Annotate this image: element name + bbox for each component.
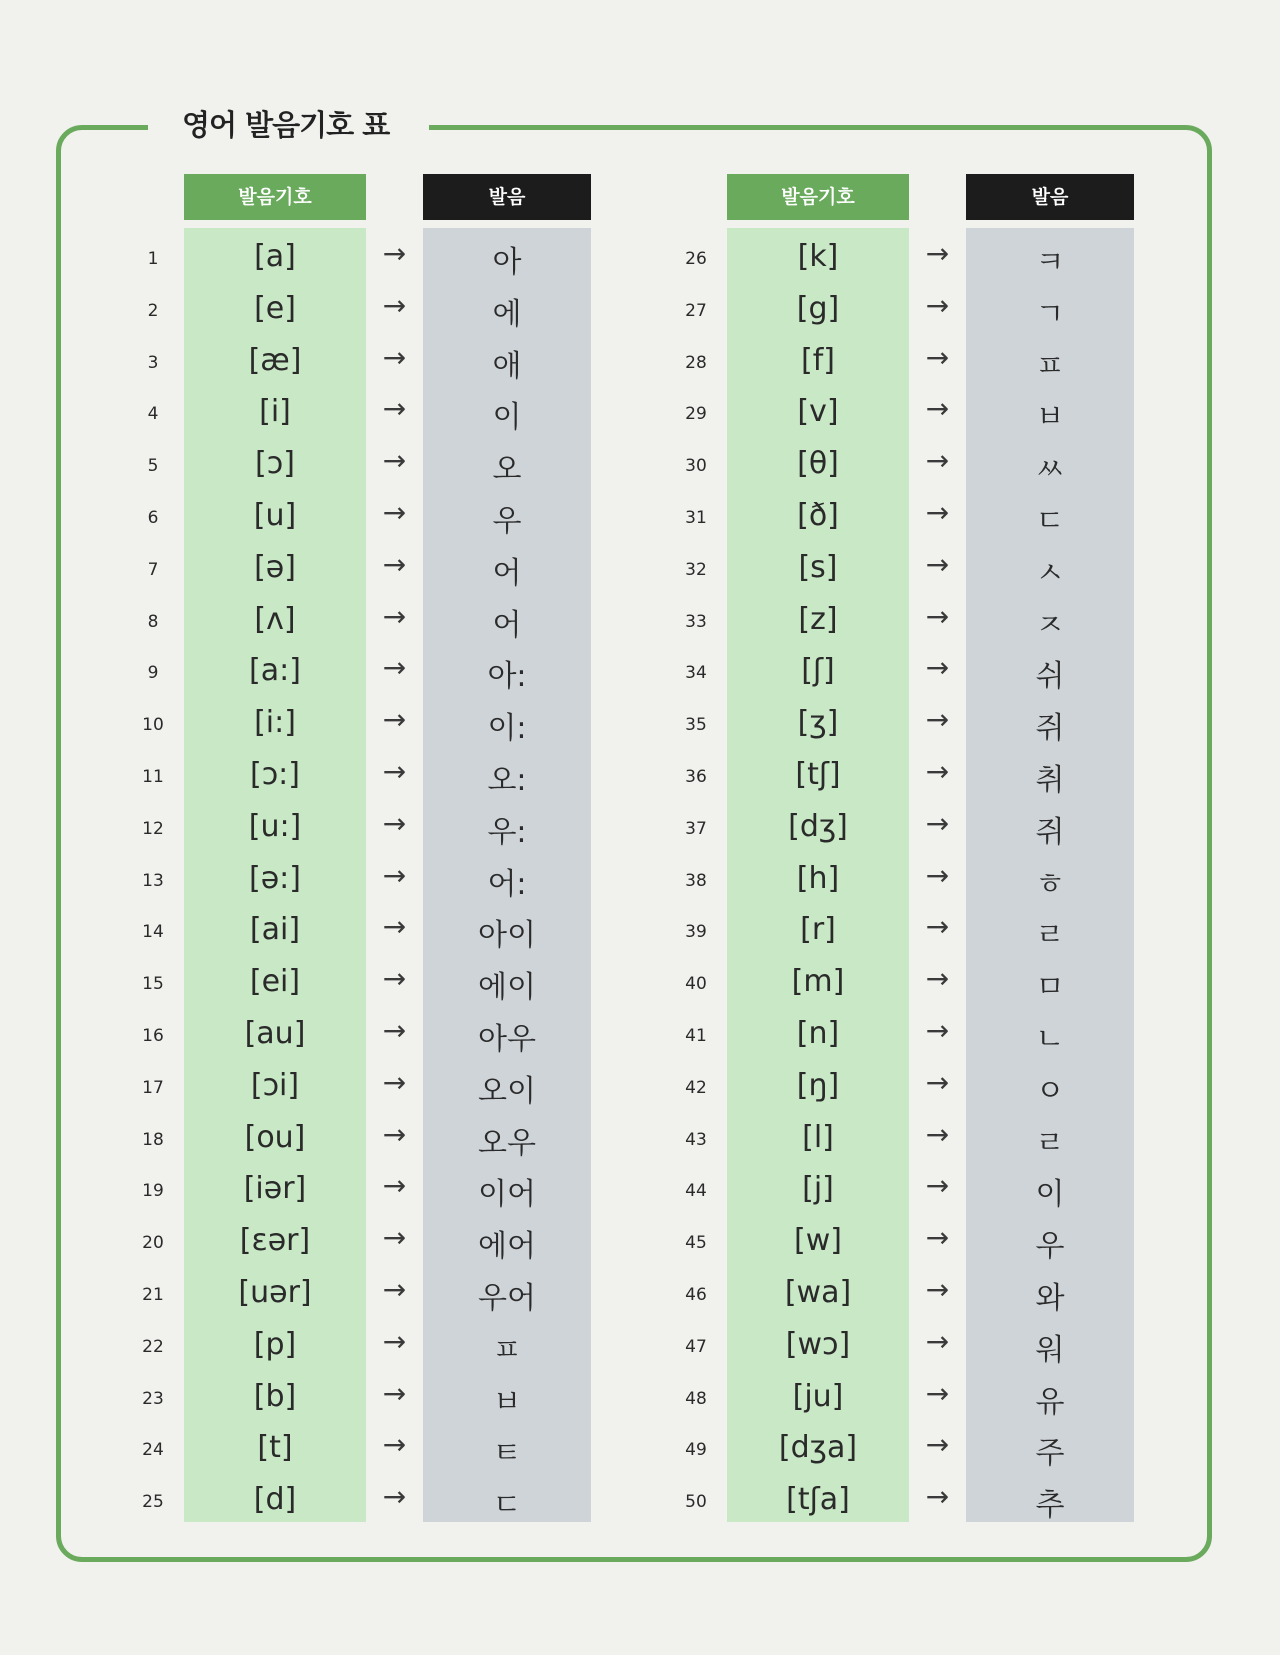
phonetic-symbol: [h] bbox=[796, 860, 840, 896]
table-row bbox=[128, 1163, 598, 1215]
row-number: 28 bbox=[685, 352, 707, 373]
phonetic-symbol: [d] bbox=[253, 1482, 297, 1518]
row-number: 18 bbox=[142, 1129, 164, 1150]
table-row bbox=[128, 749, 598, 801]
korean-pronunciation: 우 bbox=[492, 503, 522, 539]
phonetic-symbol: [ʌ] bbox=[254, 601, 296, 637]
table-row bbox=[128, 335, 598, 387]
phonetic-symbol: [p] bbox=[253, 1326, 297, 1362]
table-row bbox=[128, 956, 598, 1008]
korean-pronunciation: 오우 bbox=[478, 1125, 536, 1161]
table-row bbox=[671, 1060, 1141, 1112]
table-row bbox=[671, 542, 1141, 594]
table-row bbox=[128, 594, 598, 646]
row-number: 47 bbox=[685, 1336, 707, 1357]
korean-pronunciation: ㅂ bbox=[492, 1384, 522, 1420]
table-row bbox=[128, 283, 598, 335]
row-number: 32 bbox=[685, 559, 707, 580]
korean-pronunciation: 취 bbox=[1035, 762, 1065, 798]
row-number: 44 bbox=[685, 1181, 707, 1202]
phonetic-symbol: [j] bbox=[802, 1171, 834, 1207]
table-row bbox=[128, 1112, 598, 1164]
row-number: 19 bbox=[142, 1181, 164, 1202]
korean-pronunciation: 주 bbox=[1035, 1436, 1065, 1472]
table-row bbox=[671, 283, 1141, 335]
table-row bbox=[128, 386, 598, 438]
arrow-icon: → bbox=[925, 1428, 950, 1462]
row-number: 50 bbox=[685, 1492, 707, 1513]
arrow-icon: → bbox=[382, 1117, 407, 1151]
korean-pronunciation: 우 bbox=[1035, 1229, 1065, 1265]
phonetic-symbol: [ɔ:] bbox=[250, 756, 300, 792]
table-row bbox=[671, 1422, 1141, 1474]
arrow-icon: → bbox=[382, 1013, 407, 1047]
table-row bbox=[671, 1319, 1141, 1371]
arrow-icon: → bbox=[382, 910, 407, 944]
row-number: 2 bbox=[147, 300, 159, 321]
arrow-icon: → bbox=[382, 651, 407, 685]
arrow-icon: → bbox=[925, 1169, 950, 1203]
table-row bbox=[671, 1215, 1141, 1267]
row-number: 33 bbox=[685, 611, 707, 632]
row-number: 7 bbox=[147, 559, 159, 580]
header-sound-left: 발음 bbox=[423, 174, 591, 220]
arrow-icon: → bbox=[382, 858, 407, 892]
row-number: 48 bbox=[685, 1388, 707, 1409]
korean-pronunciation: 아: bbox=[487, 659, 527, 695]
korean-pronunciation: 와 bbox=[1035, 1280, 1065, 1316]
korean-pronunciation: ㅅ bbox=[1035, 555, 1065, 591]
arrow-icon: → bbox=[382, 1428, 407, 1462]
table-row bbox=[671, 1163, 1141, 1215]
arrow-icon: → bbox=[925, 910, 950, 944]
row-number: 15 bbox=[142, 974, 164, 995]
row-number: 3 bbox=[147, 352, 159, 373]
table-row bbox=[671, 490, 1141, 542]
arrow-icon: → bbox=[925, 1065, 950, 1099]
row-number: 9 bbox=[147, 663, 159, 684]
table-row bbox=[671, 853, 1141, 905]
table-row bbox=[671, 697, 1141, 749]
table-row bbox=[671, 438, 1141, 490]
phonetic-symbol: [ɛər] bbox=[239, 1223, 311, 1259]
phonetic-symbol: [l] bbox=[802, 1119, 834, 1155]
arrow-icon: → bbox=[382, 703, 407, 737]
arrow-icon: → bbox=[382, 962, 407, 996]
row-number: 30 bbox=[685, 456, 707, 477]
korean-pronunciation: 오이 bbox=[478, 1073, 536, 1109]
phonetic-symbol: [e] bbox=[254, 290, 296, 326]
row-number: 45 bbox=[685, 1233, 707, 1254]
row-number: 27 bbox=[685, 300, 707, 321]
arrow-icon: → bbox=[925, 806, 950, 840]
row-number: 1 bbox=[147, 249, 159, 269]
header-sound-right: 발음 bbox=[966, 174, 1134, 220]
arrow-icon: → bbox=[382, 1480, 407, 1514]
phonetic-symbol: [b] bbox=[253, 1378, 297, 1414]
phonetic-symbol: [ð] bbox=[797, 497, 839, 533]
table-row bbox=[128, 1422, 598, 1474]
korean-pronunciation: 이 bbox=[1035, 1177, 1065, 1213]
phonetic-symbol: [r] bbox=[800, 912, 836, 948]
arrow-icon: → bbox=[925, 444, 950, 478]
arrow-icon: → bbox=[382, 237, 407, 270]
row-number: 23 bbox=[142, 1388, 164, 1409]
arrow-icon: → bbox=[925, 962, 950, 996]
phonetic-symbol: [dʒa] bbox=[778, 1430, 858, 1466]
korean-pronunciation: 우: bbox=[487, 814, 527, 850]
phonetic-symbol: [tʃa] bbox=[786, 1482, 850, 1518]
arrow-icon: → bbox=[925, 1221, 950, 1255]
arrow-icon: → bbox=[382, 806, 407, 840]
table-row bbox=[128, 1371, 598, 1423]
arrow-icon: → bbox=[925, 1480, 950, 1514]
table-row bbox=[128, 697, 598, 749]
row-number: 21 bbox=[142, 1284, 164, 1305]
phonetic-symbol: [ei] bbox=[249, 964, 301, 1000]
korean-pronunciation: 이어 bbox=[478, 1177, 536, 1213]
arrow-icon: → bbox=[382, 288, 407, 322]
korean-pronunciation: 아이 bbox=[478, 918, 536, 954]
phonetic-symbol: [u:] bbox=[248, 808, 302, 844]
table-row bbox=[671, 1008, 1141, 1060]
table-row bbox=[671, 645, 1141, 697]
korean-pronunciation: 어 bbox=[492, 555, 522, 591]
table-row bbox=[128, 801, 598, 853]
row-number: 13 bbox=[142, 870, 164, 891]
phonetic-symbol: [ɔ] bbox=[255, 446, 295, 482]
korean-pronunciation: 추 bbox=[1035, 1488, 1065, 1524]
row-number: 39 bbox=[685, 922, 707, 943]
phonetic-symbol: [t] bbox=[257, 1430, 293, 1466]
phonetic-symbol: [wɔ] bbox=[785, 1326, 851, 1362]
table-row bbox=[671, 594, 1141, 646]
row-number: 17 bbox=[142, 1077, 164, 1098]
table-row bbox=[671, 956, 1141, 1008]
table-row bbox=[128, 1060, 598, 1112]
korean-pronunciation: ㅍ bbox=[492, 1332, 522, 1368]
korean-pronunciation: ㅁ bbox=[1035, 970, 1065, 1006]
table-row bbox=[128, 904, 598, 956]
arrow-icon: → bbox=[382, 340, 407, 374]
row-number: 34 bbox=[685, 663, 707, 684]
phonetic-symbol: [ə] bbox=[254, 549, 296, 585]
arrow-icon: → bbox=[925, 288, 950, 322]
row-number: 42 bbox=[685, 1077, 707, 1098]
arrow-icon: → bbox=[382, 599, 407, 633]
korean-pronunciation: 어 bbox=[492, 607, 522, 643]
row-number: 29 bbox=[685, 404, 707, 425]
row-number: 10 bbox=[142, 715, 164, 736]
korean-pronunciation: ㅂ bbox=[1035, 400, 1065, 436]
phonetic-symbol: [wa] bbox=[784, 1274, 852, 1310]
arrow-icon: → bbox=[925, 547, 950, 581]
phonetic-symbol: [i] bbox=[259, 394, 291, 430]
phonetic-symbol: [ai] bbox=[249, 912, 301, 948]
rows-right bbox=[671, 231, 1141, 1526]
korean-pronunciation: 워 bbox=[1035, 1332, 1065, 1368]
korean-pronunciation: ㅈ bbox=[1035, 607, 1065, 643]
phonetic-symbol: [æ] bbox=[248, 342, 302, 378]
table-row bbox=[128, 231, 598, 283]
korean-pronunciation: ㅆ bbox=[1035, 452, 1065, 488]
arrow-icon: → bbox=[925, 340, 950, 374]
arrow-icon: → bbox=[925, 237, 950, 270]
phonetic-symbol: [u] bbox=[253, 497, 297, 533]
table-row bbox=[671, 1474, 1141, 1526]
phonetic-symbol: [v] bbox=[797, 394, 839, 430]
table-row bbox=[671, 1112, 1141, 1164]
korean-pronunciation: ㅋ bbox=[1035, 245, 1065, 280]
row-number: 20 bbox=[142, 1233, 164, 1254]
table-row bbox=[128, 1319, 598, 1371]
table-row bbox=[128, 542, 598, 594]
row-number: 37 bbox=[685, 818, 707, 839]
row-number: 46 bbox=[685, 1284, 707, 1305]
arrow-icon: → bbox=[925, 599, 950, 633]
arrow-icon: → bbox=[382, 1065, 407, 1099]
arrow-icon: → bbox=[925, 703, 950, 737]
korean-pronunciation: ㄱ bbox=[1035, 296, 1065, 332]
phonetic-symbol: [ə:] bbox=[249, 860, 301, 896]
row-number: 4 bbox=[147, 404, 159, 425]
phonetic-symbol: [f] bbox=[801, 342, 835, 378]
korean-pronunciation: ㄹ bbox=[1035, 1125, 1065, 1161]
table-row bbox=[671, 231, 1141, 283]
korean-pronunciation: 이: bbox=[487, 711, 527, 747]
korean-pronunciation: ㄷ bbox=[492, 1488, 522, 1524]
arrow-icon: → bbox=[925, 754, 950, 788]
table-row bbox=[671, 386, 1141, 438]
row-number: 8 bbox=[147, 611, 159, 632]
korean-pronunciation: ㄴ bbox=[1035, 1021, 1065, 1057]
phonetic-symbol: [m] bbox=[791, 964, 845, 1000]
row-number: 26 bbox=[685, 249, 707, 269]
phonetic-symbol: [ʃ] bbox=[801, 653, 835, 689]
korean-pronunciation: ㄹ bbox=[1035, 918, 1065, 954]
row-number: 31 bbox=[685, 507, 707, 528]
arrow-icon: → bbox=[925, 651, 950, 685]
arrow-icon: → bbox=[925, 1324, 950, 1358]
korean-pronunciation: 유 bbox=[1035, 1384, 1065, 1420]
arrow-icon: → bbox=[382, 754, 407, 788]
row-number: 5 bbox=[147, 456, 159, 477]
row-number: 41 bbox=[685, 1025, 707, 1046]
row-number: 36 bbox=[685, 766, 707, 787]
korean-pronunciation: 에어 bbox=[478, 1229, 536, 1265]
phonetic-symbol: [a:] bbox=[249, 653, 301, 689]
table-row bbox=[671, 749, 1141, 801]
phonetic-symbol: [ʒ] bbox=[797, 705, 839, 741]
phonetic-symbol: [uər] bbox=[238, 1274, 312, 1310]
row-number: 38 bbox=[685, 870, 707, 891]
table-row bbox=[128, 1008, 598, 1060]
phonetic-symbol: [g] bbox=[796, 290, 840, 326]
row-number: 49 bbox=[685, 1440, 707, 1461]
phonetic-symbol: [s] bbox=[798, 549, 838, 585]
korean-pronunciation: 쥐 bbox=[1035, 711, 1065, 747]
phonetic-symbol: [ɔi] bbox=[250, 1067, 300, 1103]
phonetic-symbol: [i:] bbox=[254, 705, 296, 741]
table-row bbox=[671, 1371, 1141, 1423]
phonetic-symbol: [ŋ] bbox=[796, 1067, 840, 1103]
phonetic-symbol: [θ] bbox=[797, 446, 839, 482]
arrow-icon: → bbox=[382, 1324, 407, 1358]
arrow-icon: → bbox=[382, 495, 407, 529]
korean-pronunciation: 어: bbox=[487, 866, 527, 902]
table-row bbox=[671, 904, 1141, 956]
arrow-icon: → bbox=[382, 1169, 407, 1203]
row-number: 12 bbox=[142, 818, 164, 839]
rows-left bbox=[128, 231, 598, 1526]
phonetic-symbol: [iər] bbox=[243, 1171, 307, 1207]
page-title: 영어 발음기호 표 bbox=[148, 100, 429, 150]
phonetic-symbol: [dʒ] bbox=[788, 808, 848, 844]
korean-pronunciation: 쥐 bbox=[1035, 814, 1065, 850]
arrow-icon: → bbox=[925, 1117, 950, 1151]
arrow-icon: → bbox=[925, 1376, 950, 1410]
row-number: 35 bbox=[685, 715, 707, 736]
korean-pronunciation: 에이 bbox=[478, 970, 536, 1006]
phonetic-symbol: [k] bbox=[797, 239, 839, 274]
row-number: 6 bbox=[147, 507, 159, 528]
korean-pronunciation: ㅍ bbox=[1035, 348, 1065, 384]
header-symbol-right: 발음기호 bbox=[727, 174, 909, 220]
arrow-icon: → bbox=[382, 1376, 407, 1410]
arrow-icon: → bbox=[382, 444, 407, 478]
phonetic-symbol: [tʃ] bbox=[795, 756, 841, 792]
arrow-icon: → bbox=[925, 495, 950, 529]
korean-pronunciation: ㅎ bbox=[1035, 866, 1065, 902]
arrow-icon: → bbox=[382, 1221, 407, 1255]
row-number: 14 bbox=[142, 922, 164, 943]
arrow-icon: → bbox=[925, 392, 950, 426]
row-number: 40 bbox=[685, 974, 707, 995]
korean-pronunciation: 오: bbox=[487, 762, 527, 798]
arrow-icon: → bbox=[382, 392, 407, 426]
table-row bbox=[671, 335, 1141, 387]
korean-pronunciation: 이 bbox=[492, 400, 522, 436]
phonetic-symbol: [a] bbox=[254, 239, 296, 274]
table-row bbox=[128, 1215, 598, 1267]
arrow-icon: → bbox=[382, 547, 407, 581]
table-row bbox=[128, 490, 598, 542]
phonetic-symbol: [w] bbox=[794, 1223, 842, 1259]
arrow-icon: → bbox=[925, 1272, 950, 1306]
row-number: 24 bbox=[142, 1440, 164, 1461]
phonetic-symbol: [ou] bbox=[244, 1119, 306, 1155]
phonetic-symbol: [z] bbox=[798, 601, 838, 637]
table-row bbox=[128, 853, 598, 905]
phonetic-symbol: [au] bbox=[244, 1015, 306, 1051]
korean-pronunciation: 오 bbox=[492, 452, 522, 488]
table-row bbox=[128, 1474, 598, 1526]
korean-pronunciation: 아우 bbox=[478, 1021, 536, 1057]
arrow-icon: → bbox=[382, 1272, 407, 1306]
phonetic-symbol: [n] bbox=[796, 1015, 840, 1051]
korean-pronunciation: ㅇ bbox=[1035, 1073, 1065, 1109]
row-number: 25 bbox=[142, 1492, 164, 1513]
row-number: 16 bbox=[142, 1025, 164, 1046]
header-symbol-left: 발음기호 bbox=[184, 174, 366, 220]
korean-pronunciation: 애 bbox=[492, 348, 522, 384]
table-row bbox=[671, 1267, 1141, 1319]
arrow-icon: → bbox=[925, 858, 950, 892]
phonetic-symbol: [ju] bbox=[792, 1378, 844, 1414]
korean-pronunciation: 아 bbox=[492, 245, 522, 280]
row-number: 11 bbox=[142, 766, 164, 787]
row-number: 43 bbox=[685, 1129, 707, 1150]
korean-pronunciation: ㅌ bbox=[492, 1436, 522, 1472]
table-row bbox=[128, 1267, 598, 1319]
row-number: 22 bbox=[142, 1336, 164, 1357]
korean-pronunciation: 에 bbox=[492, 296, 522, 332]
table-row bbox=[128, 438, 598, 490]
table-row bbox=[671, 801, 1141, 853]
korean-pronunciation: 쉬 bbox=[1035, 659, 1065, 695]
table-row bbox=[128, 645, 598, 697]
arrow-icon: → bbox=[925, 1013, 950, 1047]
korean-pronunciation: ㄷ bbox=[1035, 503, 1065, 539]
korean-pronunciation: 우어 bbox=[478, 1280, 536, 1316]
